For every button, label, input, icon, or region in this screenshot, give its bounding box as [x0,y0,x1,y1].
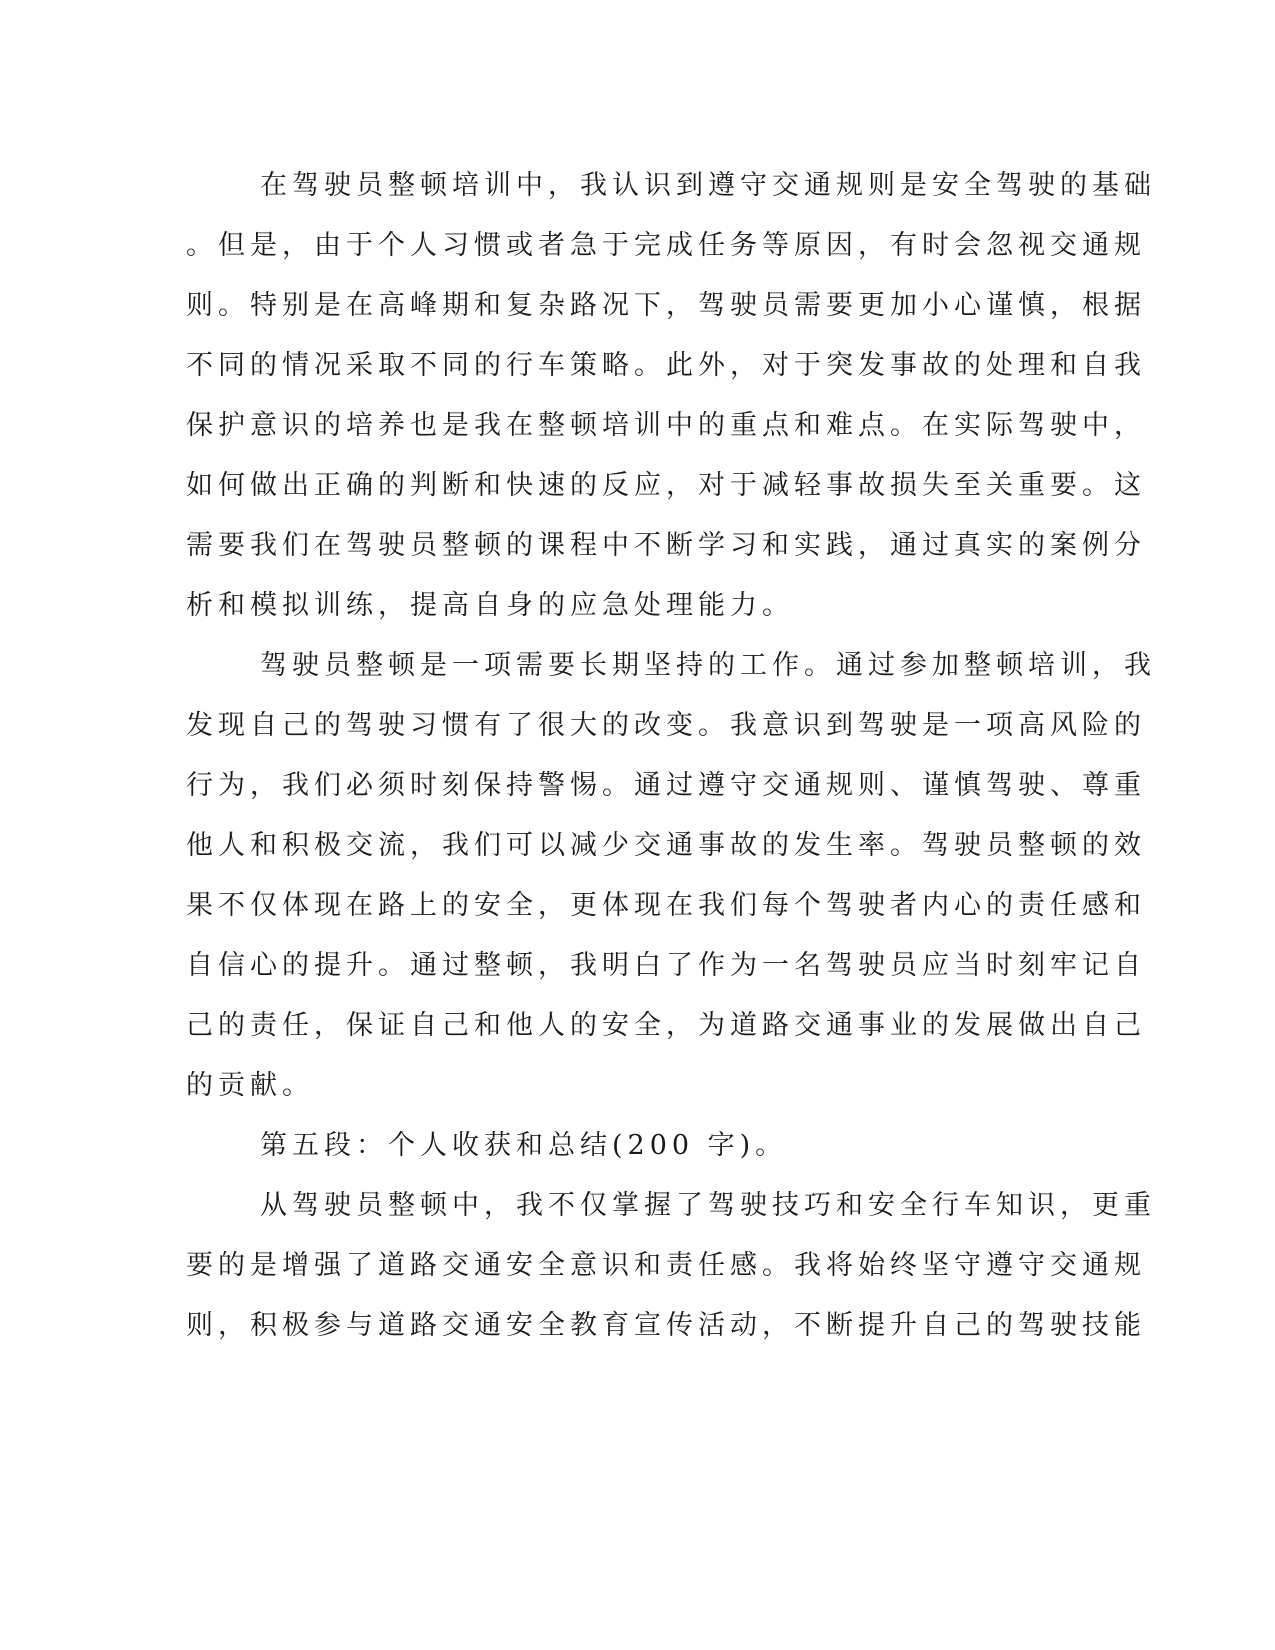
paragraph-line: 要的是增强了道路交通安全意识和责任感。我将始终坚守遵守交通规 [186,1250,1146,1281]
paragraph-line: 保护意识的培养也是我在整顿培训中的重点和难点。在实际驾驶中， [186,410,1146,441]
paragraph-line: 发现自己的驾驶习惯有了很大的改变。我意识到驾驶是一项高风险的 [186,710,1146,741]
paragraph-line: 驾驶员整顿是一项需要长期坚持的工作。通过参加整顿培训，我 [260,650,1156,681]
paragraph-line: 果不仅体现在路上的安全，更体现在我们每个驾驶者内心的责任感和 [186,890,1146,921]
paragraph-line: 在驾驶员整顿培训中，我认识到遵守交通规则是安全驾驶的基础 [260,170,1156,201]
section-heading: 第五段：个人收获和总结(200 字)。 [260,1130,788,1161]
paragraph-line: 己的责任，保证自己和他人的安全，为道路交通事业的发展做出自己 [186,1010,1146,1041]
paragraph-line: 行为，我们必须时刻保持警惕。通过遵守交通规则、谨慎驾驶、尊重 [186,770,1146,801]
paragraph-line: 不同的情况采取不同的行车策略。此外，对于突发事故的处理和自我 [186,350,1146,381]
paragraph-line: 。但是，由于个人习惯或者急于完成任务等原因，有时会忽视交通规 [186,230,1146,261]
paragraph-line: 析和模拟训练，提高自身的应急处理能力。 [186,590,794,621]
paragraph-line: 自信心的提升。通过整顿，我明白了作为一名驾驶员应当时刻牢记自 [186,950,1146,981]
paragraph-line: 从驾驶员整顿中，我不仅掌握了驾驶技巧和安全行车知识，更重 [260,1190,1156,1221]
paragraph-line: 的贡献。 [186,1070,314,1101]
paragraph-line: 他人和积极交流，我们可以减少交通事故的发生率。驾驶员整顿的效 [186,830,1146,861]
document-body [186,156,1156,1356]
paragraph-line: 如何做出正确的判断和快速的反应，对于减轻事故损失至关重要。这 [186,470,1146,501]
paragraph-line: 则。特别是在高峰期和复杂路况下，驾驶员需要更加小心谨慎，根据 [186,290,1146,321]
paragraph-line: 需要我们在驾驶员整顿的课程中不断学习和实践，通过真实的案例分 [186,530,1146,561]
paragraph-line: 则，积极参与道路交通安全教育宣传活动，不断提升自己的驾驶技能 [186,1310,1146,1341]
